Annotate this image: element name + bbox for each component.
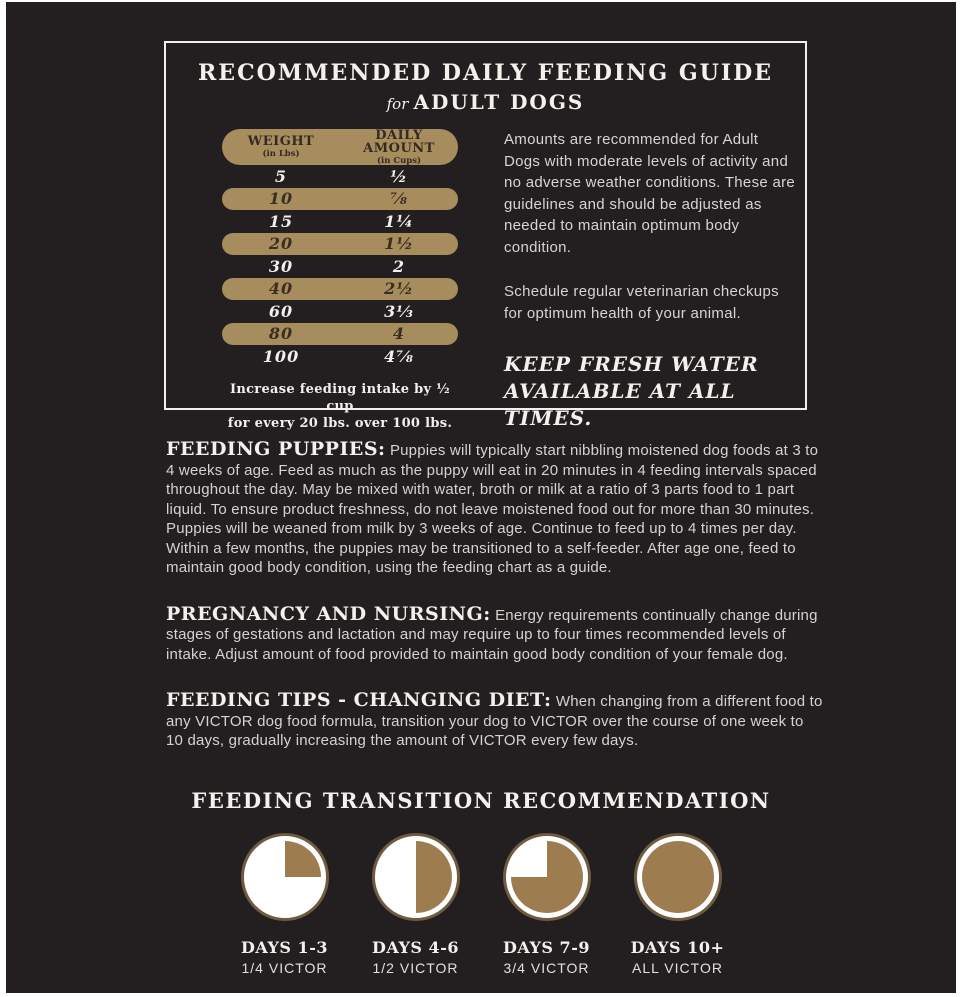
weight-column-header [222, 135, 340, 159]
weight-cell: 10 [268, 189, 294, 209]
guide-subtitle [166, 90, 805, 114]
emphasis-line2: AVAILABLE AT ALL TIMES. [504, 379, 736, 430]
footnote-line2: for every 20 lbs. over 100 lbs. [227, 415, 453, 431]
pie-chart-quarter [241, 833, 329, 921]
weight-header-label: WEIGHT [247, 134, 315, 150]
step-amount-label: 1/2 VICTOR [372, 960, 459, 976]
transition-steps [6, 833, 956, 976]
amount-cell: 4 [392, 324, 406, 344]
section-body: When changing from a different food to any VICTOR dog food formula, transition your dog to VICTOR over the course of one week to 10 days, gradually increasing the amount of VICTOR every few days. [166, 693, 823, 749]
pie-fill [642, 841, 714, 913]
transition-step [350, 833, 481, 976]
step-days-label: DAYS 4-6 [372, 938, 459, 957]
step-days-label: DAYS 10+ [630, 938, 725, 957]
amount-cell: ½ [390, 166, 408, 186]
notes-paragraph-2: Schedule regular veterinarian checkups for optimum health of your animal. [504, 283, 779, 322]
guide-subtitle-text: ADULT DOGS [413, 90, 585, 114]
guide-title: RECOMMENDED DAILY FEEDING GUIDE [198, 60, 773, 86]
amount-cell: 2 [392, 256, 406, 276]
pie-chart-full [634, 833, 722, 921]
guide-notes [504, 129, 796, 432]
feeding-table-header [222, 129, 458, 165]
weight-cell: 40 [268, 279, 294, 299]
step-amount-label: ALL VICTOR [632, 960, 723, 976]
dark-background-panel [6, 2, 956, 993]
weight-cell: 30 [268, 256, 294, 276]
table-row [222, 323, 458, 346]
table-row [222, 210, 458, 233]
feeding-table [222, 129, 458, 432]
amount-cell: 4⅞ [384, 346, 414, 366]
amount-cell: 2½ [384, 279, 414, 299]
section-heading: FEEDING PUPPIES: [166, 438, 386, 460]
amount-cell: 1¼ [384, 211, 414, 231]
info-sections [166, 440, 824, 778]
table-row [222, 188, 458, 211]
transition-step [219, 833, 350, 976]
amount-cell: 1½ [384, 234, 414, 254]
step-amount-label: 1/4 VICTOR [241, 960, 328, 976]
weight-cell: 60 [268, 301, 294, 321]
pie-fill [511, 841, 583, 913]
table-row [222, 300, 458, 323]
guide-subtitle-prefix: for [386, 95, 409, 113]
table-footnote [222, 381, 458, 432]
weight-cell: 15 [268, 211, 294, 231]
section-heading: PREGNANCY AND NURSING: [166, 602, 491, 625]
guide-content [166, 129, 805, 432]
step-days-label: DAYS 7-9 [503, 938, 590, 957]
amount-cell: 3⅓ [384, 301, 414, 321]
pie-fill [249, 841, 321, 913]
feeding-guide-box [164, 41, 807, 431]
notes-paragraph-1: Amounts are recommended for Adult Dogs with moderate levels of activity and no adverse weather conditions. These are guidelines and should be adjusted as needed to maintain optimum body condition. [504, 131, 796, 256]
table-row [222, 233, 458, 256]
weight-cell: 100 [262, 346, 300, 366]
pie-fill [380, 841, 452, 913]
pie-chart-three-quarter [503, 833, 591, 921]
table-row [222, 255, 458, 278]
step-amount-label: 3/4 VICTOR [503, 960, 590, 976]
amount-header-sublabel: (in Cups) [376, 155, 422, 166]
step-days-label: DAYS 1-3 [241, 938, 328, 957]
transition-title: FEEDING TRANSITION RECOMMENDATION [191, 788, 771, 813]
feeding-transition [6, 788, 956, 976]
transition-step [612, 833, 743, 976]
weight-header-sublabel: (in Lbs) [262, 149, 300, 160]
table-row [222, 165, 458, 188]
amount-cell: ⅞ [390, 189, 408, 209]
amount-column-header [340, 129, 458, 166]
weight-cell: 80 [268, 324, 294, 344]
table-row [222, 345, 458, 368]
emphasis-line1: KEEP FRESH WATER [504, 352, 759, 376]
table-row [222, 278, 458, 301]
section-heading: FEEDING TIPS - CHANGING DIET: [166, 689, 552, 711]
transition-step [481, 833, 612, 976]
section-body: Puppies will typically start nibbling moistened dog foods at 3 to 4 weeks of age. Feed as much as the puppy will eat in 20 minutes in 4 feeding intervals spaced throughout the day. May be mixed with water, broth or milk at a ratio of 3 parts food to 1 part liquid. To ensure product freshness, do not leave moistened food out for more than 30 minutes. Puppies will be weaned from milk by 3 weeks of age. Continue to feed up to 4 times per day. Within a few months, the puppies may be transitioned to a self-feeder. After age one, feed to maintain good body condition, using the feeding chart as a guide. [166, 442, 819, 576]
section-pregnancy-nursing [166, 602, 824, 665]
section-feeding-tips [166, 691, 824, 751]
footnote-line1: Increase feeding intake by ½ cup [229, 381, 451, 414]
weight-cell: 20 [268, 234, 294, 254]
pie-chart-half [372, 833, 460, 921]
section-feeding-puppies [166, 440, 824, 578]
section-body: Energy requirements continually change during stages of gestations and lactation and may require up to four times recommended levels of intake. Adjust amount of food provided to maintain good body condition of your female dog. [166, 606, 818, 663]
fresh-water-emphasis [504, 351, 796, 432]
amount-header-label: DAILY AMOUNT [363, 127, 435, 156]
weight-cell: 5 [274, 166, 288, 186]
